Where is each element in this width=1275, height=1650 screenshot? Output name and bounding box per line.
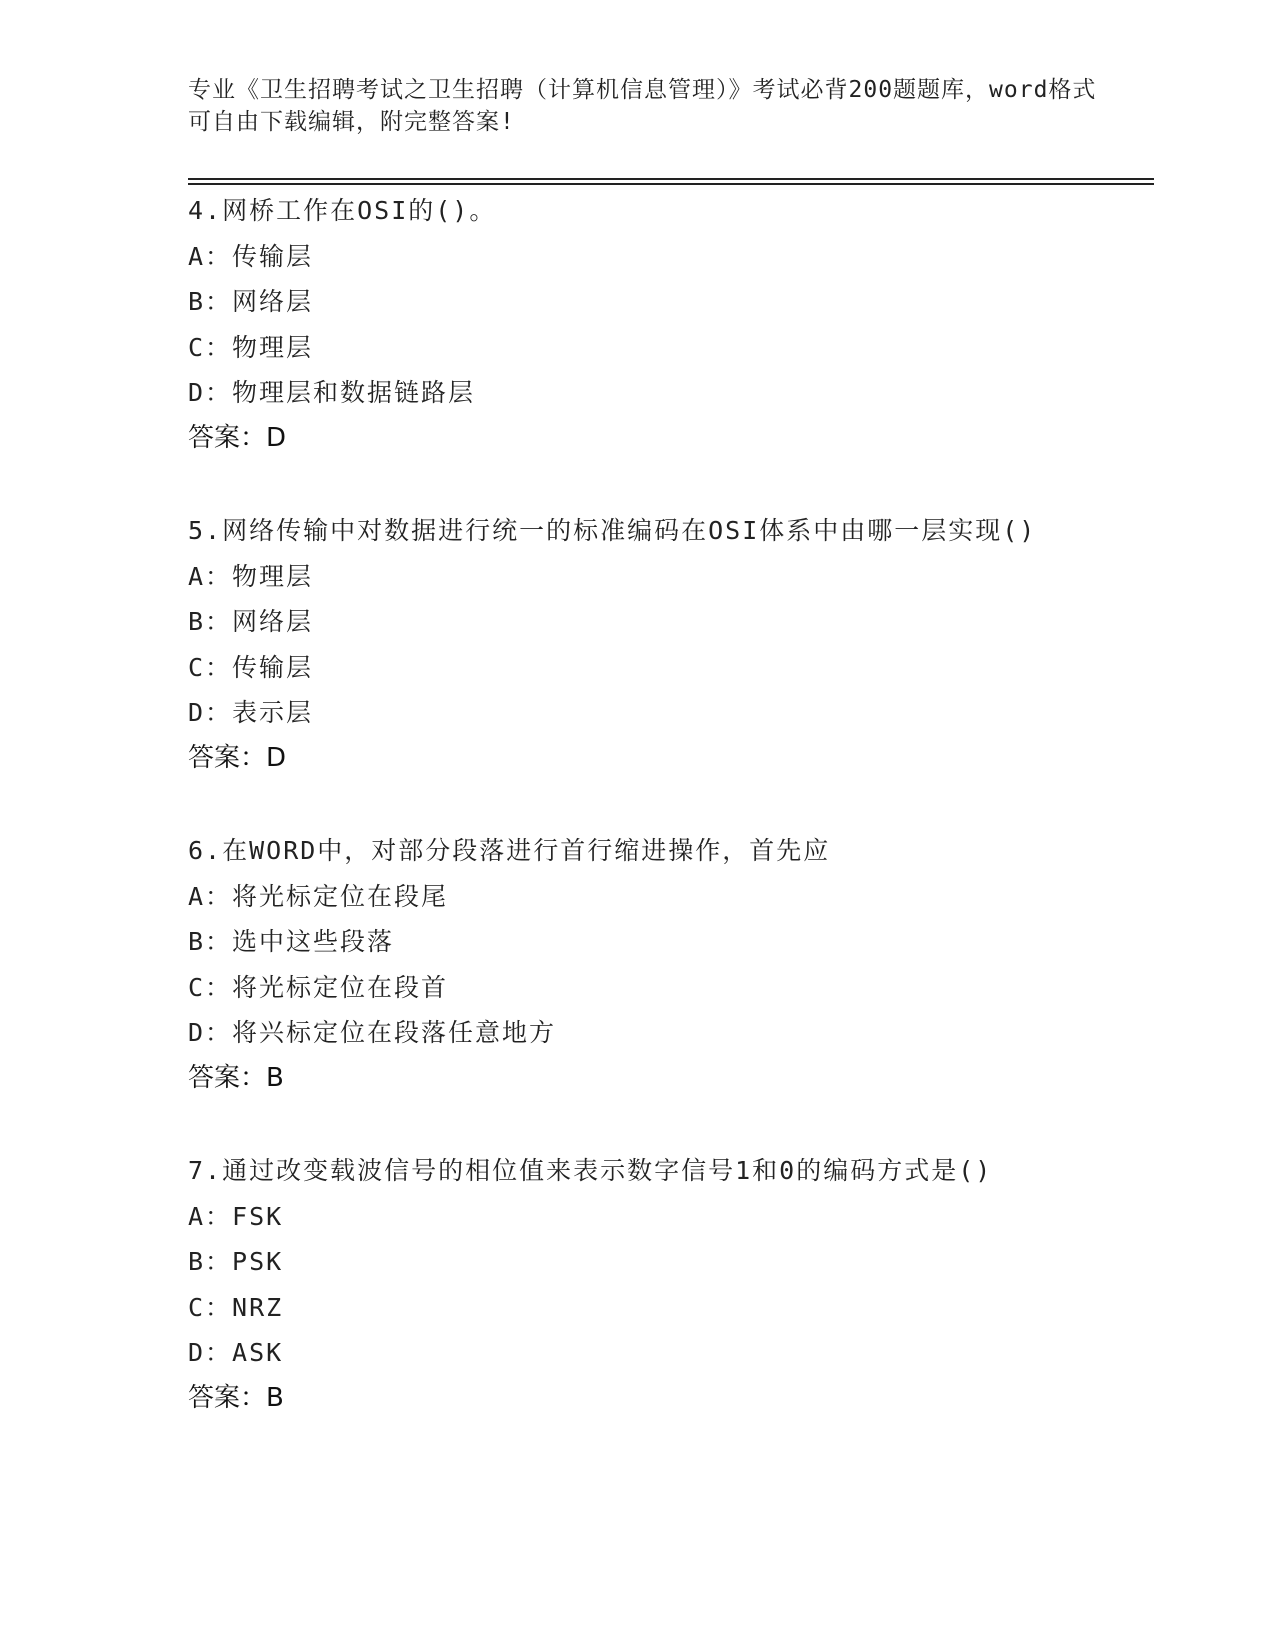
answer-line: 答案：D <box>188 422 287 453</box>
option-c: C：NRZ <box>188 1292 284 1322</box>
option-d: D：物理层和数据链路层 <box>188 378 476 407</box>
option-b: B：PSK <box>188 1247 284 1276</box>
document-header: 专业《卫生招聘考试之卫生招聘（计算机信息管理）》考试必背200题题库，word格式可自由下载编辑，附完整答案! <box>188 77 1097 135</box>
answer-line: 答案：B <box>188 1062 284 1093</box>
option-a: A：物理层 <box>188 561 314 591</box>
question-list <box>188 188 1088 1468</box>
question-item <box>188 188 1088 461</box>
answer-line: 答案：B <box>188 1382 284 1413</box>
question-stem: 4.网桥工作在OSI的()。 <box>188 196 497 225</box>
option-b: B：选中这些段落 <box>188 927 395 956</box>
option-b: B：网络层 <box>188 607 314 636</box>
option-d: D：ASK <box>188 1338 284 1367</box>
question-stem: 5.网络传输中对数据进行统一的标准编码在OSI体系中由哪一层实现() <box>188 516 1037 545</box>
option-c: C：将光标定位在段首 <box>188 972 449 1002</box>
option-d: D：将兴标定位在段落任意地方 <box>188 1018 557 1047</box>
header-divider-top <box>188 178 1154 180</box>
question-item <box>188 1148 1088 1421</box>
option-a: A：将光标定位在段尾 <box>188 881 449 911</box>
question-stem: 6.在WORD中，对部分段落进行首行缩进操作，首先应 <box>188 836 831 865</box>
question-stem: 7.通过改变载波信号的相位值来表示数字信号1和0的编码方式是() <box>188 1156 993 1185</box>
option-d: D：表示层 <box>188 698 314 727</box>
question-item <box>188 828 1088 1101</box>
question-item <box>188 508 1088 781</box>
answer-line: 答案：D <box>188 742 287 773</box>
option-c: C：传输层 <box>188 652 314 682</box>
option-a: A：传输层 <box>188 241 314 271</box>
option-b: B：网络层 <box>188 287 314 316</box>
option-a: A：FSK <box>188 1201 284 1231</box>
header-divider-bottom <box>188 183 1154 185</box>
option-c: C：物理层 <box>188 332 314 362</box>
